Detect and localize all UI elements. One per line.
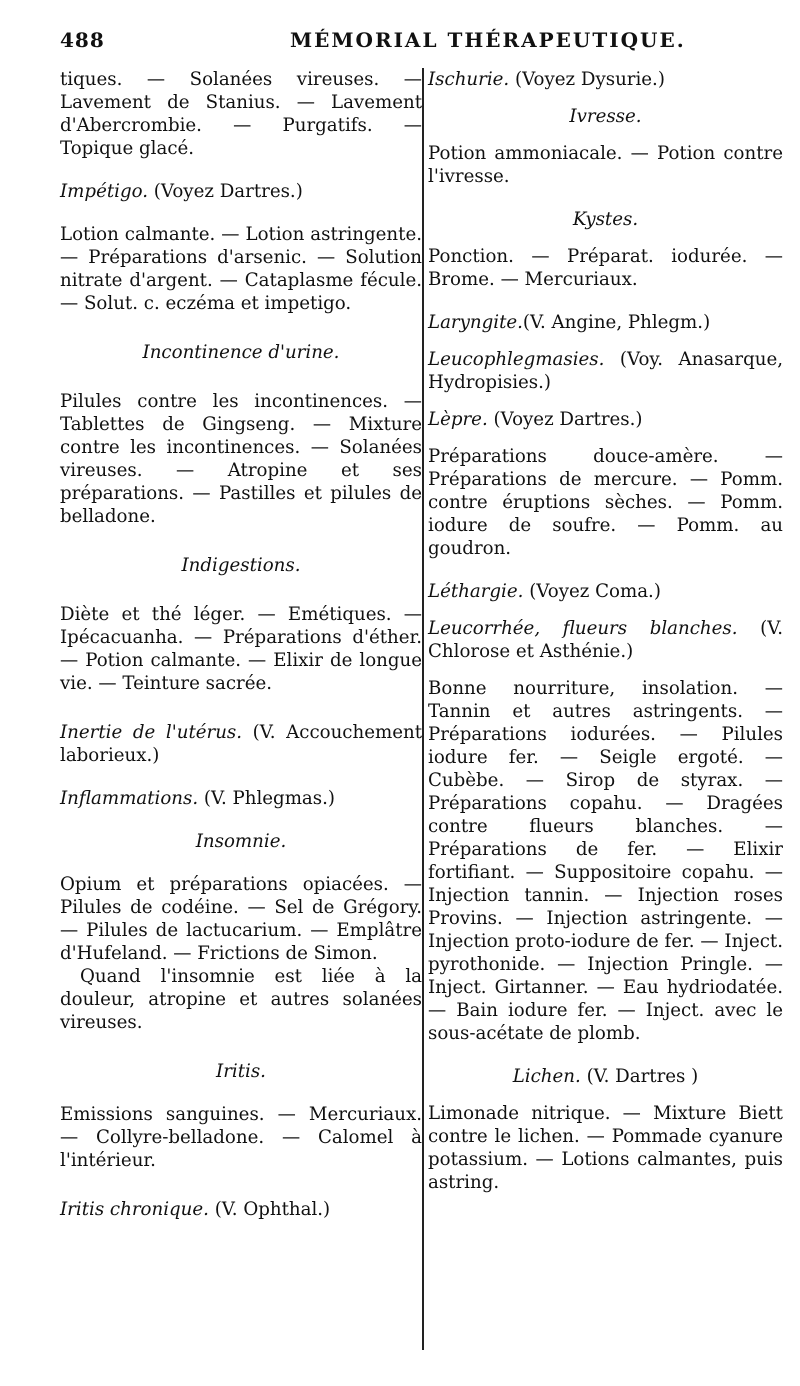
entry-heading: Inflammations. <box>60 788 199 809</box>
entry-lichen <box>428 1065 783 1088</box>
entry-reference: (V. Accouchement laborieux.) <box>60 722 422 766</box>
entry-reference: (Voyez Dysurie.) <box>509 69 665 90</box>
entry-reference: (Voy. Anasarque, Hydropisies.) <box>428 349 783 393</box>
entry-heading: Léthargie. <box>428 581 524 602</box>
entry-heading: Ischurie. <box>428 69 510 90</box>
entry-laryngite <box>428 311 783 334</box>
section-heading: Incontinence d'urine. <box>142 342 340 363</box>
entry-reference: (V. Ophthal.) <box>208 1199 331 1220</box>
column-divider <box>422 68 424 1350</box>
entry-iritis-chronique <box>60 1198 422 1221</box>
paragraph: Ponction. — Préparat. iodurée. — Brome. — Mercuriaux. <box>428 246 783 290</box>
right-column <box>428 68 783 1194</box>
section-heading: Iritis. <box>216 1061 266 1082</box>
paragraph <box>60 965 422 1034</box>
entry-heading: Lichen. <box>512 1066 581 1087</box>
paragraph-text: Quand l'insomnie est liée à la douleur, atropine et autres solanées vireuses. <box>60 966 422 1033</box>
paragraph: Diète et thé léger. — Emétiques. — Ipécacuanha. — Préparations d'éther. — Potion calmante. — Elixir de longue vie. — Teinture sacrée. <box>60 604 422 694</box>
left-column <box>60 68 422 1221</box>
running-header <box>60 28 780 68</box>
entry-reference: (Voyez Dartres.) <box>148 181 303 202</box>
paragraph: Bonne nourriture, insolation. — Tannin et autres astringents. — Préparations iodurées. — Pilules iodure fer. — Seigle ergoté. — Cubèbe. — Sirop de styrax. — Préparations copahu. — Dragées contre flueurs blanches. — Préparations de fer. — Elixir fortifiant. — Suppositoire copahu. — Injection tannin. — Injection roses Provins. — Injection astringente. — Injection proto-iodure de fer. — Inject. pyrothonide. — Injection Pringle. — Inject. Girtanner. — Eau hydriodatée. — Bain iodure fer. — Inject. avec le sous-acétate de plomb. <box>428 678 783 1044</box>
paragraph: Opium et préparations opiacées. — Pilules de codéine. — Sel de Grégory. — Pilules de lactucarium. — Emplâtre d'Hufeland. — Frictions de Simon. <box>60 874 422 964</box>
paragraph: Préparations douce-amère. — Préparations de mercure. — Pomm. contre éruptions sèches. — Pomm. iodure de soufre. — Pomm. au goudron. <box>428 446 783 559</box>
paragraph: Emissions sanguines. — Mercuriaux. — Collyre-belladone. — Calomel à l'intérieur. <box>60 1104 422 1171</box>
entry-reference: (V. Angine, Phlegm.) <box>522 312 711 333</box>
entry-heading: Impétigo. <box>60 181 149 202</box>
entry-reference: (V. Chlorose et Asthénie.) <box>428 618 783 662</box>
running-title: MÉMORIAL THÉRAPEUTIQUE. <box>290 28 686 52</box>
entry-reference: (V. Phlegmas.) <box>198 788 335 809</box>
entry-heading: Leucorrhée, flueurs blanches. <box>428 618 738 639</box>
paragraph: Potion ammoniacale. — Potion contre l'ivresse. <box>428 143 783 187</box>
paragraph: tiques. — Solanées vireuses. — Lavement de Stanius. — Lavement d'Abercrombie. — Purgatifs. — Topique glacé. <box>60 69 422 159</box>
entry-reference: (V. Dartres ) <box>580 1066 699 1087</box>
entry-reference: (Voyez Dartres.) <box>487 409 643 430</box>
entry-lepre <box>428 408 783 431</box>
entry-heading: Laryngite. <box>428 312 523 333</box>
section-heading: Ivresse. <box>569 106 642 127</box>
entry-inflammations <box>60 787 422 810</box>
entry-inertie <box>60 721 422 767</box>
entry-leucorrhee <box>428 617 783 663</box>
entry-reference: (Voyez Coma.) <box>523 581 661 602</box>
paragraph: Pilules contre les incontinences. — Tablettes de Gingseng. — Mixture contre les incontinences. — Solanées vireuses. — Atropine et ses préparations. — Pastilles et pilules de belladone. <box>60 391 422 527</box>
paragraph: Limonade nitrique. — Mixture Biett contre le lichen. — Pommade cyanure potassium. — Lotions calmantes, puis astring. <box>428 1103 783 1193</box>
section-heading: Insomnie. <box>195 831 287 852</box>
entry-impetigo <box>60 180 422 203</box>
entry-heading: Inertie de l'utérus. <box>60 722 243 743</box>
entry-heading: Iritis chronique. <box>60 1199 209 1220</box>
section-heading: Kystes. <box>572 209 639 230</box>
entry-leucophlegmasies <box>428 348 783 394</box>
paragraph: Lotion calmante. — Lotion astringente.— Préparations d'arsenic. — Solution nitrate d'argent. — Cataplasme fécule. — Solut. c. eczéma et impetigo. <box>60 224 422 314</box>
entry-heading: Leucophlegmasies. <box>428 349 605 370</box>
entry-ischurie <box>428 68 783 91</box>
section-heading: Indigestions. <box>181 555 301 576</box>
entry-lethargie <box>428 580 783 603</box>
entry-heading: Lèpre. <box>428 409 488 430</box>
page-number: 488 <box>60 28 105 52</box>
